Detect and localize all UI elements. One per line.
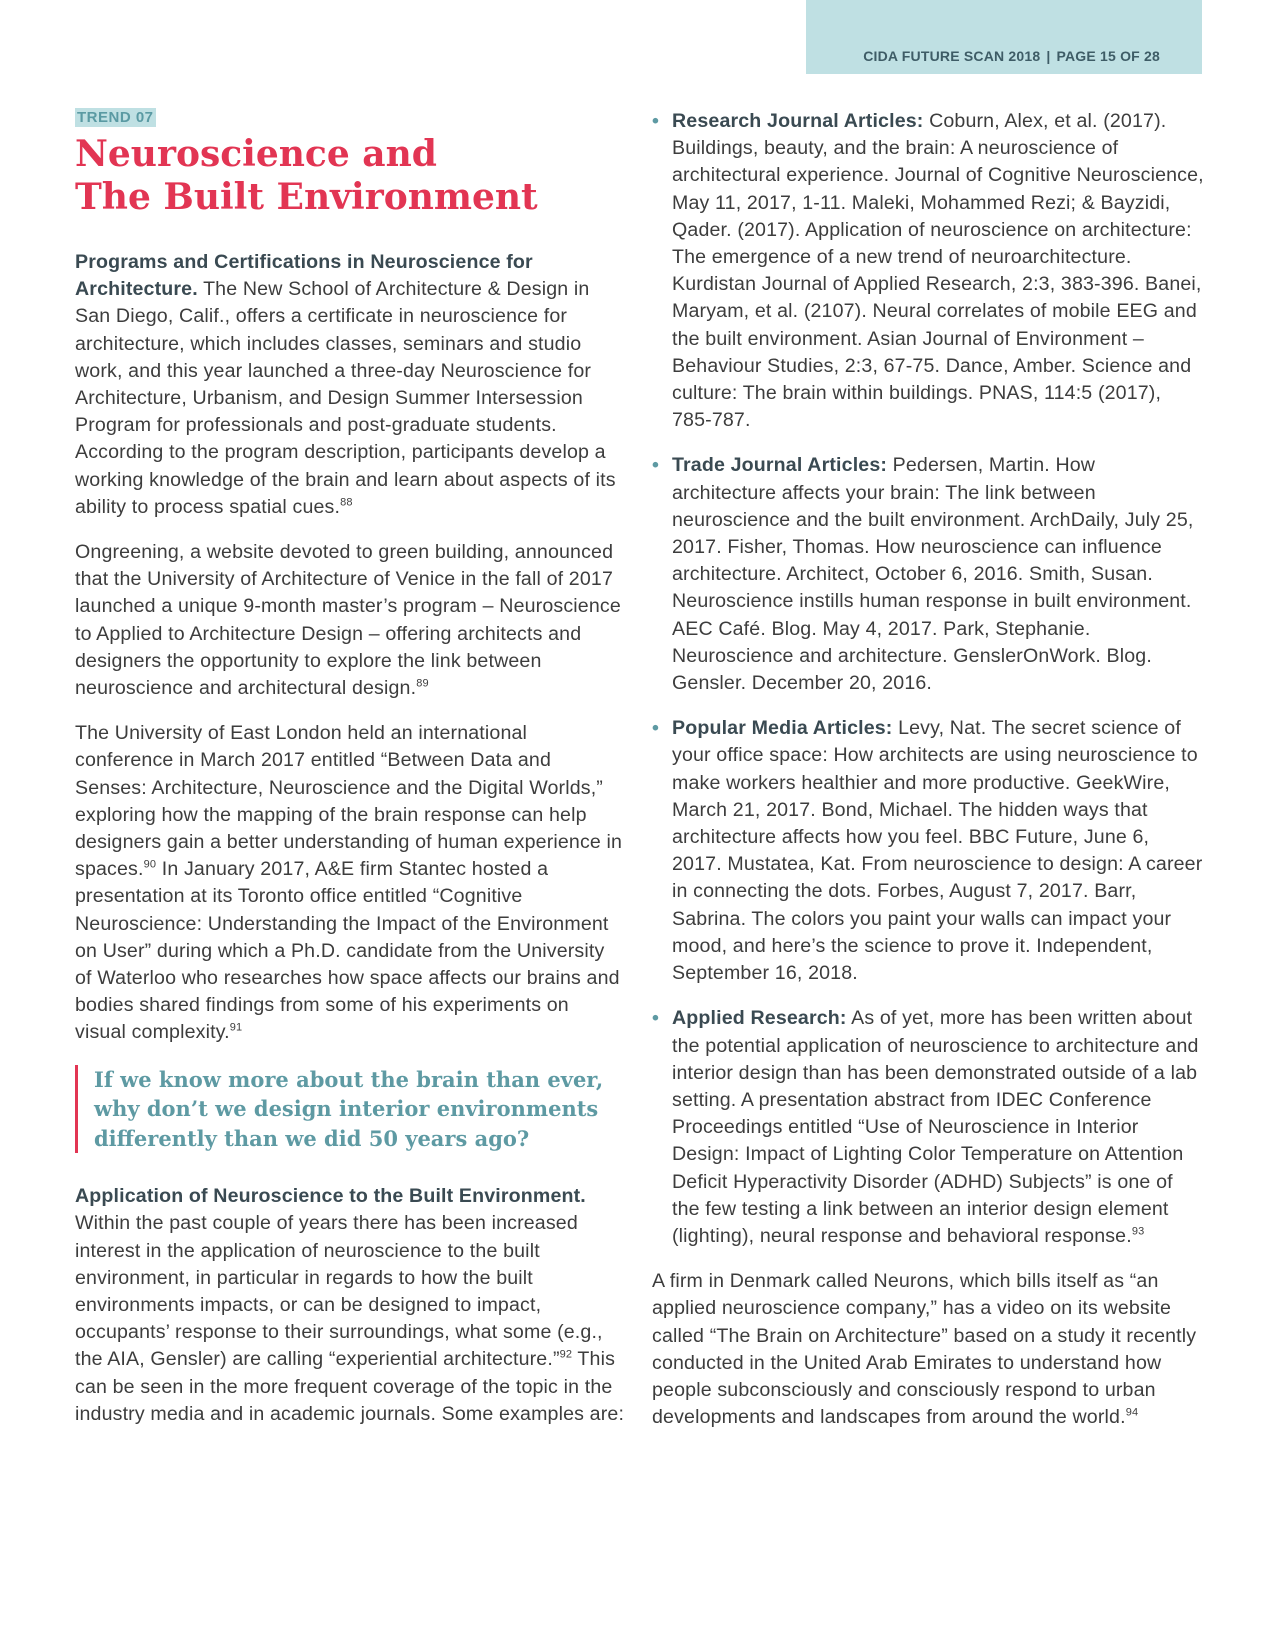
paragraph-text: The University of East London held an international conference in March 2017 entitled “Between Data and Senses: Architecture, Neuroscience and the Digital Worlds,” exploring how the mapping of the brain response can help designers gain a better understanding of human experience in spaces. xyxy=(75,722,623,881)
quote-line: differently than we did 50 years ago? xyxy=(94,1125,530,1151)
paragraph-neurons xyxy=(652,1268,1204,1431)
footnote-ref: 94 xyxy=(1125,1406,1139,1419)
paragraph-text: Ongreening, a website devoted to green building, announced that the University of Architecture of Venice in the fall of 2017 launched a unique 9-month master’s program – Neuroscience to Applied to Architecture Design – offering architects and designers the opportunity to explore the link between neuroscience and architectural design. xyxy=(75,541,621,700)
publication-name: CIDA FUTURE SCAN 2018 xyxy=(863,48,1041,64)
page-header xyxy=(806,0,1202,74)
paragraph-ongreening xyxy=(75,539,625,702)
footnote-ref: 93 xyxy=(1131,1225,1145,1238)
paragraph-conference xyxy=(75,720,625,1046)
paragraph-text: A firm in Denmark called Neurons, which bills itself as “an applied neuroscience company,” has a video on its website called “The Brain on Architecture” based on a study it recently conducted in the United Arab Emirates to understand how people subconsciously and consciously respond to urban developments and landscapes from around the world. xyxy=(652,1270,1197,1429)
list-item-label: Research Journal Articles: xyxy=(672,110,924,132)
bullet-icon: • xyxy=(652,110,660,132)
quote-line: why don’t we design interior environments xyxy=(94,1096,599,1122)
page-title xyxy=(75,133,625,219)
paragraph-programs xyxy=(75,249,625,521)
list-item xyxy=(652,108,1204,434)
list-item xyxy=(652,452,1204,697)
list-item-label: Popular Media Articles: xyxy=(672,717,893,740)
right-column xyxy=(652,108,1204,1449)
bullet-icon: • xyxy=(652,717,660,740)
paragraph-text: The New School of Architecture & Design in San Diego, Calif., offers a certificate in neuroscience for architecture, which includes classes, seminars and studio work, and this year launched a three-day Neuroscience for Architecture, Urbanism, and Design Summer Intersession Program for professionals and post-graduate students. According to the program description, participants develop a working knowledge of the brain and learn about aspects of its ability to process spatial cues. xyxy=(75,278,616,518)
list-item-text: Levy, Nat. The secret science of your office space: How architects are using neuroscience to make workers healthier and more productive. GeekWire, March 21, 2017. Bond, Michael. The hidden ways that architecture affects how you feel. BBC Future, June 6, 2017. Mustatea, Kat. From neuroscience to design: A career in connecting the dots. Forbes, August 7, 2017. Barr, Sabrina. The colors you paint your walls can impact your mood, and here’s the science to prove it. Independent, September 16, 2018. xyxy=(672,717,1203,985)
left-column xyxy=(75,108,625,1446)
paragraph-text: Within the past couple of years there has been increased interest in the application of neuroscience to the built environment, in particular in regards to how the built environments impacts, or can be designed to impact, occupants’ response to their surroundings, what some (e.g., the AIA, Gensler) are calling “experiential architecture.” xyxy=(75,1212,603,1371)
footnote-ref: 90 xyxy=(143,858,157,871)
footnote-ref: 89 xyxy=(416,677,429,690)
list-item-text: As of yet, more has been written about the potential application of neuroscience to architecture and interior design than has been demonstrated outside of a lab setting. A presentation abstract from IDEC Conference Proceedings entitled “Use of Neuroscience in Interior Design: Impact of Lighting Color Temperature on Attention Deficit Hyperactivity Disorder (ADHD) Subjects” is one of the few testing a link between an interior design element (lighting), neural response and behavioral response. xyxy=(672,1007,1199,1247)
paragraph-application xyxy=(75,1183,625,1428)
list-item-label: Trade Journal Articles: xyxy=(672,454,888,477)
footnote-ref: 91 xyxy=(229,1021,243,1034)
page-number: PAGE 15 OF 28 xyxy=(1056,48,1160,64)
examples-list xyxy=(652,108,1204,1250)
footnote-ref: 88 xyxy=(340,496,353,509)
bullet-icon: • xyxy=(652,1007,660,1030)
list-item-text: Coburn, Alex, et al. (2017). Buildings, beauty, and the brain: A neuroscience of architectural experience. Journal of Cognitive Neuroscience, May 11, 2017, 1-11. Maleki, Mohammed Rezi; & Bayzidi, Qader. (2017). Application of neuroscience on architecture: The emergence of a new trend of neuroarchitecture. Kurdistan Journal of Applied Research, 2:3, 383-396. Banei, Maryam, et al. (2107). Neural correlates of mobile EEG and the built environment. Asian Journal of Environment – Behaviour Studies, 2:3, 67-75. Dance, Amber. Science and culture: The brain within buildings. PNAS, 114:5 (2017), 785-787. xyxy=(672,110,1204,432)
footnote-ref: 92 xyxy=(559,1348,573,1361)
pull-quote xyxy=(75,1065,625,1154)
paragraph-heading: Application of Neuroscience to the Built Environment. xyxy=(75,1185,586,1208)
quote-line: If we know more about the brain than ever, xyxy=(94,1066,604,1092)
bullet-icon: • xyxy=(652,454,660,477)
paragraph-text: In January 2017, A&E firm Stantec hosted a presentation at its Toronto office entitled “Cognitive Neuroscience: Understanding the Impact of the Environment on User” during which a Ph.D. candidate from the University of Waterloo who researches how space affects our brains and bodies shared findings from some of his experiments on visual complexity. xyxy=(75,858,620,1044)
header-separator: | xyxy=(1046,48,1051,64)
paragraph-text: This can be seen in the more frequent coverage of the topic in the industry media and in academic journals. Some examples are: xyxy=(75,1348,625,1425)
title-line-1: Neuroscience and xyxy=(75,133,437,175)
trend-tag: TREND 07 xyxy=(77,109,154,126)
paragraph-heading: Programs and Certifications in Neuroscience for Architecture. xyxy=(75,251,533,301)
list-item-label: Applied Research: xyxy=(672,1007,847,1030)
list-item xyxy=(652,1005,1204,1250)
title-line-2: The Built Environment xyxy=(75,176,538,218)
list-item-text: Pedersen, Martin. How architecture affects your brain: The link between neuroscience and the built environment. ArchDaily, July 25, 2017. Fisher, Thomas. How neuroscience can influence architecture. Architect, October 6, 2016. Smith, Susan. Neuroscience instills human response in built environment. AEC Café. Blog. May 4, 2017. Park, Stephanie. Neuroscience and architecture. GenslerOnWork. Blog. Gensler. December 20, 2016. xyxy=(672,454,1194,695)
list-item xyxy=(652,715,1204,987)
